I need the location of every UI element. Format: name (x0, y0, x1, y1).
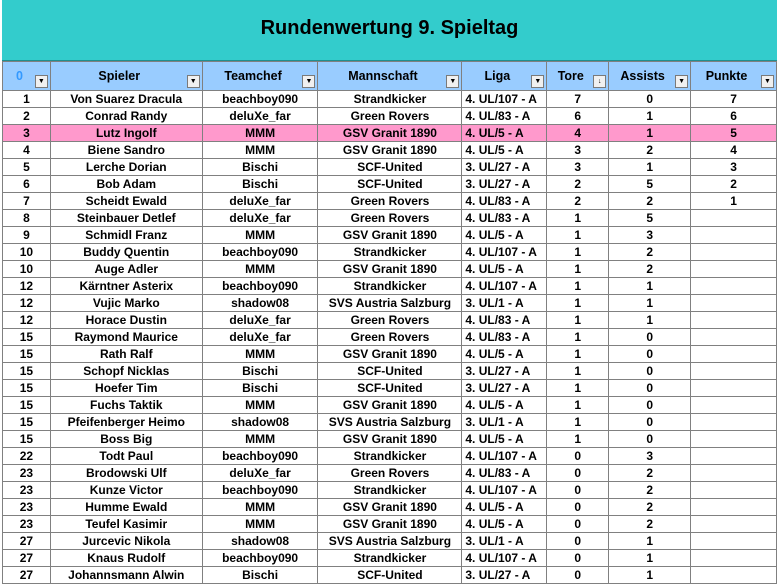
cell-mannschaft[interactable]: GSV Granit 1890 (318, 431, 462, 448)
cell-rank[interactable]: 12 (3, 295, 51, 312)
cell-tore[interactable]: 1 (547, 431, 609, 448)
table-row[interactable] (3, 499, 777, 516)
cell-liga[interactable]: 4. UL/5 - A (462, 516, 547, 533)
cell-punkte[interactable] (691, 499, 777, 516)
cell-rank[interactable]: 23 (3, 499, 51, 516)
cell-liga[interactable]: 4. UL/83 - A (462, 312, 547, 329)
cell-mannschaft[interactable]: Strandkicker (318, 91, 462, 108)
cell-assists[interactable]: 2 (609, 465, 691, 482)
cell-spieler[interactable]: Schmidl Franz (50, 227, 202, 244)
cell-punkte[interactable] (691, 533, 777, 550)
cell-rank[interactable]: 23 (3, 482, 51, 499)
cell-teamchef[interactable]: MMM (202, 227, 318, 244)
cell-liga[interactable]: 4. UL/107 - A (462, 278, 547, 295)
cell-mannschaft[interactable]: GSV Granit 1890 (318, 397, 462, 414)
cell-tore[interactable]: 3 (547, 159, 609, 176)
cell-mannschaft[interactable]: Green Rovers (318, 329, 462, 346)
cell-spieler[interactable]: Boss Big (50, 431, 202, 448)
cell-rank[interactable]: 2 (3, 108, 51, 125)
header-spieler (50, 62, 202, 91)
cell-teamchef[interactable]: beachboy090 (202, 91, 318, 108)
cell-tore[interactable]: 1 (547, 244, 609, 261)
cell-teamchef[interactable]: deluXe_far (202, 108, 318, 125)
cell-spieler[interactable]: Pfeifenberger Heimo (50, 414, 202, 431)
cell-punkte[interactable]: 5 (691, 125, 777, 142)
cell-assists[interactable]: 5 (609, 210, 691, 227)
cell-assists[interactable]: 1 (609, 125, 691, 142)
cell-liga[interactable]: 3. UL/27 - A (462, 176, 547, 193)
cell-rank[interactable]: 8 (3, 210, 51, 227)
cell-liga[interactable]: 4. UL/5 - A (462, 397, 547, 414)
table-row[interactable] (3, 550, 777, 567)
cell-rank[interactable]: 10 (3, 261, 51, 278)
cell-rank[interactable]: 1 (3, 91, 51, 108)
cell-liga[interactable]: 4. UL/5 - A (462, 346, 547, 363)
cell-spieler[interactable]: Auge Adler (50, 261, 202, 278)
cell-punkte[interactable] (691, 380, 777, 397)
header-mannschaft-label: Mannschaft (348, 69, 418, 83)
filter-dropdown-icon[interactable]: ▼ (302, 75, 315, 88)
cell-rank[interactable]: 5 (3, 159, 51, 176)
table-row[interactable] (3, 108, 777, 125)
cell-assists[interactable]: 2 (609, 261, 691, 278)
cell-spieler[interactable]: Kunze Victor (50, 482, 202, 499)
filter-dropdown-icon[interactable]: ▼ (531, 75, 544, 88)
cell-tore[interactable]: 1 (547, 278, 609, 295)
cell-assists[interactable]: 0 (609, 329, 691, 346)
cell-rank[interactable]: 15 (3, 414, 51, 431)
cell-teamchef[interactable]: Bischi (202, 567, 318, 584)
header-liga-label: Liga (484, 69, 511, 83)
header-rank-label: 0 (15, 69, 23, 83)
table-row[interactable] (3, 414, 777, 431)
cell-liga[interactable]: 4. UL/107 - A (462, 550, 547, 567)
cell-mannschaft[interactable]: SCF-United (318, 363, 462, 380)
cell-tore[interactable]: 1 (547, 414, 609, 431)
table-row[interactable] (3, 329, 777, 346)
cell-rank[interactable]: 22 (3, 448, 51, 465)
header-spieler-label: Spieler (98, 69, 141, 83)
cell-punkte[interactable] (691, 448, 777, 465)
cell-liga[interactable]: 4. UL/5 - A (462, 125, 547, 142)
cell-tore[interactable]: 1 (547, 346, 609, 363)
cell-spieler[interactable]: Biene Sandro (50, 142, 202, 159)
cell-tore[interactable]: 2 (547, 176, 609, 193)
cell-liga[interactable]: 3. UL/27 - A (462, 567, 547, 584)
cell-mannschaft[interactable]: Green Rovers (318, 465, 462, 482)
header-assists-label: Assists (620, 69, 665, 83)
cell-punkte[interactable] (691, 567, 777, 584)
cell-rank[interactable]: 3 (3, 125, 51, 142)
cell-tore[interactable]: 1 (547, 397, 609, 414)
cell-spieler[interactable]: Bob Adam (50, 176, 202, 193)
cell-punkte[interactable] (691, 312, 777, 329)
filter-dropdown-icon[interactable]: ▼ (761, 75, 774, 88)
cell-punkte[interactable]: 2 (691, 176, 777, 193)
cell-mannschaft[interactable]: Strandkicker (318, 482, 462, 499)
cell-assists[interactable]: 1 (609, 108, 691, 125)
cell-rank[interactable]: 15 (3, 329, 51, 346)
header-teamchef-label: Teamchef (224, 69, 282, 83)
cell-tore[interactable]: 1 (547, 329, 609, 346)
cell-tore[interactable]: 0 (547, 567, 609, 584)
cell-spieler[interactable]: Todt Paul (50, 448, 202, 465)
cell-punkte[interactable] (691, 482, 777, 499)
sheet-title: Rundenwertung 9. Spieltag (260, 17, 519, 39)
cell-tore[interactable]: 1 (547, 380, 609, 397)
cell-assists[interactable]: 5 (609, 176, 691, 193)
cell-liga[interactable]: 3. UL/27 - A (462, 380, 547, 397)
cell-spieler[interactable]: Von Suarez Dracula (50, 91, 202, 108)
cell-punkte[interactable] (691, 363, 777, 380)
header-tore (547, 62, 609, 91)
cell-assists[interactable]: 0 (609, 414, 691, 431)
cell-teamchef[interactable]: deluXe_far (202, 329, 318, 346)
cell-spieler[interactable]: Conrad Randy (50, 108, 202, 125)
cell-mannschaft[interactable]: SCF-United (318, 567, 462, 584)
cell-spieler[interactable]: Humme Ewald (50, 499, 202, 516)
cell-punkte[interactable]: 1 (691, 193, 777, 210)
cell-tore[interactable]: 0 (547, 448, 609, 465)
cell-punkte[interactable] (691, 414, 777, 431)
header-row (3, 62, 777, 91)
cell-liga[interactable]: 4. UL/83 - A (462, 108, 547, 125)
table-body (3, 91, 777, 584)
cell-liga[interactable]: 3. UL/1 - A (462, 533, 547, 550)
cell-teamchef[interactable]: shadow08 (202, 295, 318, 312)
cell-liga[interactable]: 4. UL/5 - A (462, 499, 547, 516)
cell-mannschaft[interactable]: SVS Austria Salzburg (318, 295, 462, 312)
cell-assists[interactable]: 2 (609, 499, 691, 516)
cell-assists[interactable]: 1 (609, 533, 691, 550)
cell-assists[interactable]: 2 (609, 142, 691, 159)
cell-mannschaft[interactable]: GSV Granit 1890 (318, 516, 462, 533)
cell-assists[interactable]: 2 (609, 244, 691, 261)
filter-dropdown-icon[interactable]: ▼ (187, 75, 200, 88)
cell-mannschaft[interactable]: SVS Austria Salzburg (318, 533, 462, 550)
cell-spieler[interactable]: Brodowski Ulf (50, 465, 202, 482)
table-row[interactable] (3, 295, 777, 312)
cell-spieler[interactable]: Scheidt Ewald (50, 193, 202, 210)
cell-tore[interactable]: 1 (547, 363, 609, 380)
cell-tore[interactable]: 3 (547, 142, 609, 159)
ranking-table (2, 61, 777, 584)
cell-liga[interactable]: 4. UL/107 - A (462, 91, 547, 108)
cell-liga[interactable]: 4. UL/107 - A (462, 482, 547, 499)
cell-punkte[interactable] (691, 278, 777, 295)
table-row[interactable] (3, 91, 777, 108)
cell-punkte[interactable] (691, 465, 777, 482)
cell-rank[interactable]: 15 (3, 363, 51, 380)
cell-tore[interactable]: 0 (547, 533, 609, 550)
cell-punkte[interactable] (691, 244, 777, 261)
cell-punkte[interactable] (691, 550, 777, 567)
table-row[interactable] (3, 346, 777, 363)
cell-mannschaft[interactable]: GSV Granit 1890 (318, 125, 462, 142)
cell-teamchef[interactable]: Bischi (202, 380, 318, 397)
cell-tore[interactable]: 0 (547, 499, 609, 516)
cell-liga[interactable]: 4. UL/83 - A (462, 329, 547, 346)
cell-tore[interactable]: 6 (547, 108, 609, 125)
cell-spieler[interactable]: Buddy Quentin (50, 244, 202, 261)
cell-punkte[interactable]: 7 (691, 91, 777, 108)
cell-assists[interactable]: 0 (609, 346, 691, 363)
table-row[interactable] (3, 227, 777, 244)
cell-assists[interactable]: 0 (609, 397, 691, 414)
cell-tore[interactable]: 0 (547, 516, 609, 533)
table-row[interactable] (3, 482, 777, 499)
cell-mannschaft[interactable]: GSV Granit 1890 (318, 261, 462, 278)
cell-teamchef[interactable]: deluXe_far (202, 312, 318, 329)
cell-liga[interactable]: 4. UL/5 - A (462, 142, 547, 159)
cell-punkte[interactable]: 4 (691, 142, 777, 159)
cell-mannschaft[interactable]: Green Rovers (318, 108, 462, 125)
cell-spieler[interactable]: Johannsmann Alwin (50, 567, 202, 584)
cell-teamchef[interactable]: MMM (202, 346, 318, 363)
cell-punkte[interactable] (691, 261, 777, 278)
cell-spieler[interactable]: Lerche Dorian (50, 159, 202, 176)
cell-punkte[interactable]: 6 (691, 108, 777, 125)
cell-assists[interactable]: 1 (609, 550, 691, 567)
table-row[interactable] (3, 533, 777, 550)
cell-spieler[interactable]: Rath Ralf (50, 346, 202, 363)
table-row[interactable] (3, 261, 777, 278)
cell-assists[interactable]: 0 (609, 91, 691, 108)
cell-rank[interactable]: 15 (3, 346, 51, 363)
table-row[interactable] (3, 312, 777, 329)
cell-teamchef[interactable]: beachboy090 (202, 550, 318, 567)
cell-mannschaft[interactable]: SVS Austria Salzburg (318, 414, 462, 431)
cell-spieler[interactable]: Teufel Kasimir (50, 516, 202, 533)
cell-assists[interactable]: 0 (609, 363, 691, 380)
cell-punkte[interactable] (691, 431, 777, 448)
cell-punkte[interactable] (691, 210, 777, 227)
cell-punkte[interactable]: 3 (691, 159, 777, 176)
header-liga (462, 62, 547, 91)
cell-tore[interactable]: 7 (547, 91, 609, 108)
table-row[interactable] (3, 431, 777, 448)
cell-assists[interactable]: 1 (609, 159, 691, 176)
cell-assists[interactable]: 3 (609, 227, 691, 244)
cell-mannschaft[interactable]: Strandkicker (318, 244, 462, 261)
cell-rank[interactable]: 23 (3, 465, 51, 482)
cell-rank[interactable]: 15 (3, 397, 51, 414)
table-row[interactable] (3, 465, 777, 482)
cell-teamchef[interactable]: Bischi (202, 363, 318, 380)
cell-spieler[interactable]: Horace Dustin (50, 312, 202, 329)
cell-tore[interactable]: 1 (547, 295, 609, 312)
cell-tore[interactable]: 2 (547, 193, 609, 210)
cell-teamchef[interactable]: MMM (202, 397, 318, 414)
cell-liga[interactable]: 4. UL/107 - A (462, 244, 547, 261)
cell-teamchef[interactable]: deluXe_far (202, 210, 318, 227)
table-row[interactable] (3, 142, 777, 159)
cell-mannschaft[interactable]: GSV Granit 1890 (318, 142, 462, 159)
cell-assists[interactable]: 0 (609, 380, 691, 397)
header-teamchef (202, 62, 318, 91)
cell-rank[interactable]: 9 (3, 227, 51, 244)
cell-punkte[interactable] (691, 516, 777, 533)
cell-teamchef[interactable]: Bischi (202, 159, 318, 176)
cell-teamchef[interactable]: MMM (202, 499, 318, 516)
filter-dropdown-icon[interactable]: ▼ (446, 75, 459, 88)
cell-tore[interactable]: 4 (547, 125, 609, 142)
cell-spieler[interactable]: Raymond Maurice (50, 329, 202, 346)
cell-mannschaft[interactable]: GSV Granit 1890 (318, 499, 462, 516)
cell-tore[interactable]: 1 (547, 261, 609, 278)
cell-mannschaft[interactable]: SCF-United (318, 380, 462, 397)
cell-spieler[interactable]: Steinbauer Detlef (50, 210, 202, 227)
cell-punkte[interactable] (691, 227, 777, 244)
cell-liga[interactable]: 4. UL/5 - A (462, 431, 547, 448)
cell-assists[interactable]: 0 (609, 431, 691, 448)
cell-assists[interactable]: 1 (609, 278, 691, 295)
cell-liga[interactable]: 3. UL/1 - A (462, 414, 547, 431)
cell-liga[interactable]: 4. UL/5 - A (462, 227, 547, 244)
cell-rank[interactable]: 23 (3, 516, 51, 533)
table-row[interactable] (3, 176, 777, 193)
cell-rank[interactable]: 4 (3, 142, 51, 159)
cell-teamchef[interactable]: MMM (202, 261, 318, 278)
cell-liga[interactable]: 3. UL/27 - A (462, 363, 547, 380)
header-rank (3, 62, 51, 91)
cell-teamchef[interactable]: MMM (202, 431, 318, 448)
cell-rank[interactable]: 7 (3, 193, 51, 210)
cell-teamchef[interactable]: beachboy090 (202, 448, 318, 465)
cell-spieler[interactable]: Fuchs Taktik (50, 397, 202, 414)
cell-mannschaft[interactable]: Green Rovers (318, 312, 462, 329)
table-row[interactable] (3, 193, 777, 210)
cell-spieler[interactable]: Kärntner Asterix (50, 278, 202, 295)
filter-dropdown-icon[interactable]: ▼ (675, 75, 688, 88)
cell-mannschaft[interactable]: Strandkicker (318, 448, 462, 465)
cell-spieler[interactable]: Knaus Rudolf (50, 550, 202, 567)
table-row[interactable] (3, 397, 777, 414)
cell-teamchef[interactable]: MMM (202, 125, 318, 142)
cell-teamchef[interactable]: MMM (202, 516, 318, 533)
cell-liga[interactable]: 3. UL/27 - A (462, 159, 547, 176)
header-punkte (691, 62, 777, 91)
cell-punkte[interactable] (691, 346, 777, 363)
cell-assists[interactable]: 2 (609, 193, 691, 210)
header-punkte-label: Punkte (705, 69, 748, 83)
cell-teamchef[interactable]: beachboy090 (202, 278, 318, 295)
cell-liga[interactable]: 4. UL/107 - A (462, 448, 547, 465)
cell-spieler[interactable]: Jurcevic Nikola (50, 533, 202, 550)
cell-teamchef[interactable]: shadow08 (202, 414, 318, 431)
cell-spieler[interactable]: Lutz Ingolf (50, 125, 202, 142)
cell-spieler[interactable]: Schopf Nicklas (50, 363, 202, 380)
table-row[interactable] (3, 567, 777, 584)
cell-tore[interactable]: 0 (547, 550, 609, 567)
cell-tore[interactable]: 0 (547, 482, 609, 499)
cell-rank[interactable]: 12 (3, 278, 51, 295)
title-bar (2, 0, 777, 61)
header-tore-label: Tore (557, 69, 584, 83)
header-mannschaft (318, 62, 462, 91)
table-row[interactable] (3, 278, 777, 295)
cell-teamchef[interactable]: deluXe_far (202, 193, 318, 210)
cell-mannschaft[interactable]: Green Rovers (318, 210, 462, 227)
cell-tore[interactable]: 1 (547, 312, 609, 329)
cell-rank[interactable]: 27 (3, 550, 51, 567)
cell-teamchef[interactable]: Bischi (202, 176, 318, 193)
cell-punkte[interactable] (691, 295, 777, 312)
table-row[interactable] (3, 516, 777, 533)
cell-tore[interactable]: 1 (547, 210, 609, 227)
cell-teamchef[interactable]: deluXe_far (202, 465, 318, 482)
cell-liga[interactable]: 4. UL/83 - A (462, 193, 547, 210)
cell-mannschaft[interactable]: SCF-United (318, 159, 462, 176)
cell-liga[interactable]: 4. UL/83 - A (462, 210, 547, 227)
cell-rank[interactable]: 15 (3, 380, 51, 397)
table-row[interactable] (3, 363, 777, 380)
cell-mannschaft[interactable]: GSV Granit 1890 (318, 346, 462, 363)
table-row[interactable] (3, 380, 777, 397)
cell-rank[interactable]: 15 (3, 431, 51, 448)
table-row[interactable] (3, 244, 777, 261)
cell-assists[interactable]: 2 (609, 482, 691, 499)
table-row[interactable] (3, 448, 777, 465)
cell-punkte[interactable] (691, 329, 777, 346)
cell-liga[interactable]: 4. UL/5 - A (462, 261, 547, 278)
cell-tore[interactable]: 0 (547, 465, 609, 482)
cell-mannschaft[interactable]: SCF-United (318, 176, 462, 193)
cell-mannschaft[interactable]: Strandkicker (318, 550, 462, 567)
cell-punkte[interactable] (691, 397, 777, 414)
header-assists (609, 62, 691, 91)
table-row[interactable] (3, 159, 777, 176)
cell-mannschaft[interactable]: Strandkicker (318, 278, 462, 295)
cell-spieler[interactable]: Hoefer Tim (50, 380, 202, 397)
cell-teamchef[interactable]: shadow08 (202, 533, 318, 550)
cell-spieler[interactable]: Vujic Marko (50, 295, 202, 312)
cell-rank[interactable]: 6 (3, 176, 51, 193)
cell-teamchef[interactable]: beachboy090 (202, 482, 318, 499)
table-row[interactable] (3, 125, 777, 142)
cell-tore[interactable]: 1 (547, 227, 609, 244)
cell-liga[interactable]: 4. UL/83 - A (462, 465, 547, 482)
sort-descending-icon[interactable]: ↓ (593, 75, 606, 88)
cell-assists[interactable]: 1 (609, 312, 691, 329)
cell-teamchef[interactable]: MMM (202, 142, 318, 159)
cell-teamchef[interactable]: beachboy090 (202, 244, 318, 261)
cell-rank[interactable]: 27 (3, 567, 51, 584)
cell-assists[interactable]: 1 (609, 567, 691, 584)
cell-liga[interactable]: 3. UL/1 - A (462, 295, 547, 312)
cell-rank[interactable]: 27 (3, 533, 51, 550)
cell-mannschaft[interactable]: Green Rovers (318, 193, 462, 210)
cell-mannschaft[interactable]: GSV Granit 1890 (318, 227, 462, 244)
table-row[interactable] (3, 210, 777, 227)
filter-dropdown-icon[interactable]: ▼ (35, 75, 48, 88)
cell-rank[interactable]: 10 (3, 244, 51, 261)
cell-assists[interactable]: 3 (609, 448, 691, 465)
cell-assists[interactable]: 2 (609, 516, 691, 533)
cell-assists[interactable]: 1 (609, 295, 691, 312)
cell-rank[interactable]: 12 (3, 312, 51, 329)
